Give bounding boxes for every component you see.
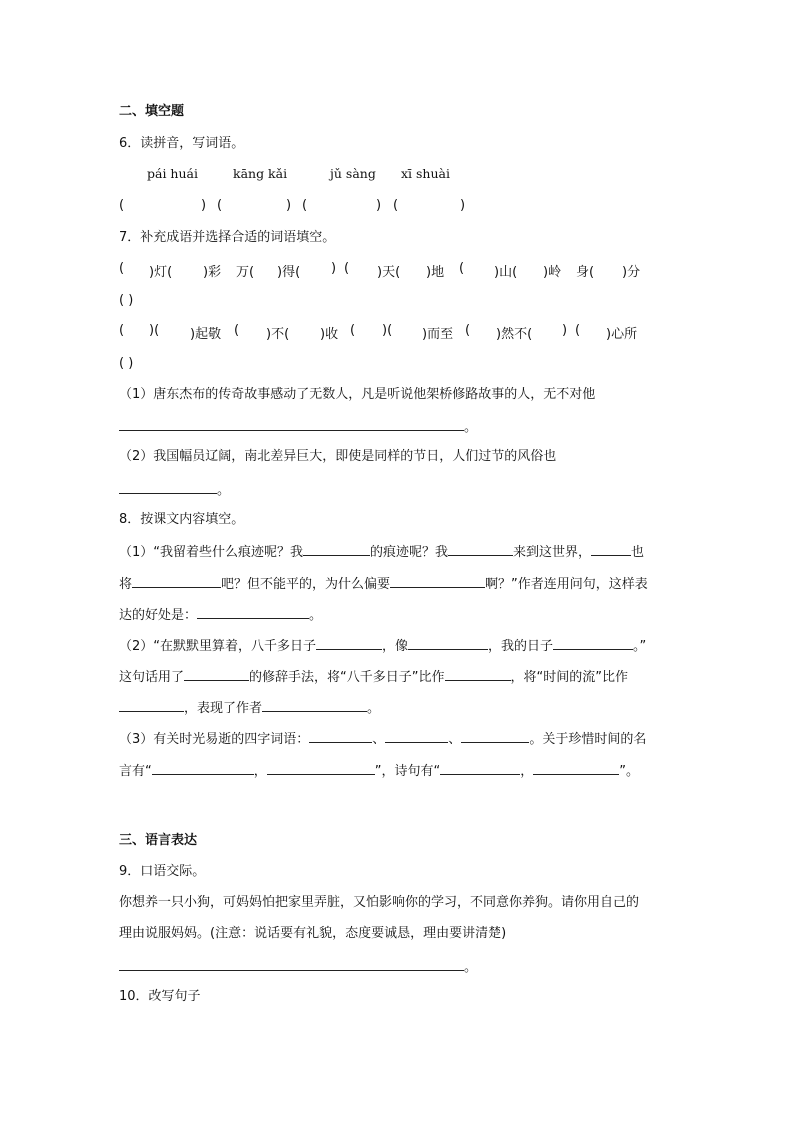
question-7-title: 7．补充成语并选择合适的词语填空。 xyxy=(119,230,336,245)
answer-paren-close-1: ) xyxy=(201,198,207,213)
q8-part1-line1: （1）“我留着些什么痕迹呢？我 的痕迹呢？我 来到这世界， 也 xyxy=(119,542,644,562)
answer-line[interactable] xyxy=(132,574,221,588)
idiom-blank: 身( xyxy=(576,265,595,280)
q8-part2-line1: （2）“在默默里算着，八千多日子 ，像 ，我的日子 。” xyxy=(119,636,646,656)
pinyin-1: pái huái xyxy=(147,166,198,181)
idiom-blank: )( xyxy=(149,323,160,338)
idiom-blank: ( ) xyxy=(119,293,134,308)
idiom-blank: )得( xyxy=(277,265,301,280)
period: 。 xyxy=(464,420,478,435)
idiom-blank: ( xyxy=(119,323,125,338)
q7-sentence-2: （2）我国幅员辽阔，南北差异巨大，即使是同样的节日，人们过节的风俗也 xyxy=(119,449,557,464)
q8-part3-line1: （3）有关时光易逝的四字词语： 、 、 。关于珍惜时间的名 xyxy=(119,729,646,749)
answer-line[interactable] xyxy=(119,480,217,494)
answer-line[interactable] xyxy=(461,729,529,743)
answer-line[interactable] xyxy=(152,761,254,775)
idiom-blank: )而至 xyxy=(422,327,454,342)
idiom-blank: )彩 xyxy=(203,265,222,280)
question-8-title: 8．按课文内容填空。 xyxy=(119,512,245,527)
q8-part2-line2: 这句话用了 的修辞手法，将“八千多日子”比作 ，将“时间的流”比作 xyxy=(119,667,628,687)
idiom-blank: ( xyxy=(465,323,471,338)
answer-line[interactable] xyxy=(119,957,464,971)
q9-prompt-line1: 你想养一只小狗，可妈妈怕把家里弄脏，又怕影响你的学习，不同意你养狗。请你用自己的 xyxy=(119,895,640,910)
question-10-title: 10．改写句子 xyxy=(119,989,201,1004)
pinyin-3: jǔ sàng xyxy=(330,166,376,181)
pinyin-2: kāng kǎi xyxy=(233,166,288,181)
idiom-blank: )心所 xyxy=(606,327,638,342)
q8-part1-line2: 将 吧？但不能平的，为什么偏要 啊？”作者连用问句，这样表 xyxy=(119,574,648,594)
idiom-blank: ( xyxy=(350,323,356,338)
period: 。 xyxy=(464,960,478,975)
idiom-blank: ( xyxy=(575,323,581,338)
answer-line[interactable] xyxy=(119,417,464,431)
answer-paren-open-1: ( xyxy=(119,198,125,213)
idiom-blank: )( xyxy=(382,323,393,338)
question-9-title: 9．口语交际。 xyxy=(119,864,206,879)
idiom-blank: ( xyxy=(119,261,125,276)
answer-line[interactable] xyxy=(385,729,448,743)
answer-line[interactable] xyxy=(316,636,382,650)
answer-line[interactable] xyxy=(440,761,520,775)
idiom-blank: )山( xyxy=(494,265,518,280)
answer-paren-close-3: ) xyxy=(376,198,382,213)
idiom-blank: ) xyxy=(562,323,568,338)
section-title-fill-in: 二、填空题 xyxy=(119,104,185,119)
answer-line[interactable] xyxy=(309,729,372,743)
answer-paren-open-3: ( xyxy=(302,198,308,213)
idiom-blank: )天( xyxy=(377,265,401,280)
idiom-blank: ( xyxy=(459,261,465,276)
idiom-blank: ( xyxy=(344,261,350,276)
idiom-blank: )不( xyxy=(266,327,290,342)
q8-part3-line2: 言有“ ， ”，诗句有“ ， ”。 xyxy=(119,761,639,781)
answer-line[interactable] xyxy=(303,542,370,556)
idiom-blank: ) xyxy=(331,261,337,276)
q7-sentence-1: （1）唐东杰布的传奇故事感动了无数人，凡是听说他架桥修路故事的人，无不对他 xyxy=(119,387,596,402)
idiom-blank: )岭 xyxy=(543,265,562,280)
answer-line[interactable] xyxy=(445,667,511,681)
idiom-blank: ( xyxy=(234,323,240,338)
answer-line[interactable] xyxy=(197,605,309,619)
idiom-blank: ( ) xyxy=(119,356,134,371)
idiom-blank: )分 xyxy=(622,265,641,280)
answer-line[interactable] xyxy=(553,636,633,650)
period: 。 xyxy=(217,483,231,498)
answer-line[interactable] xyxy=(533,761,619,775)
pinyin-4: xī shuài xyxy=(401,166,450,181)
idiom-blank: )然不( xyxy=(496,327,533,342)
answer-paren-close-4: ) xyxy=(460,198,466,213)
idiom-blank: )灯( xyxy=(149,265,173,280)
answer-line[interactable] xyxy=(267,761,375,775)
idiom-blank: )收 xyxy=(320,327,339,342)
q8-part2-line3: ，表现了作者 。 xyxy=(119,698,380,718)
idiom-blank: 万( xyxy=(236,265,255,280)
q9-prompt-line2: 理由说服妈妈。(注意：说话要有礼貌，态度要诚恳，理由要讲清楚) xyxy=(119,926,507,941)
idiom-blank: )起敬 xyxy=(190,327,222,342)
answer-line[interactable] xyxy=(408,636,488,650)
section-title-language-expression: 三、语言表达 xyxy=(119,833,198,848)
answer-line[interactable] xyxy=(119,698,184,712)
question-6-title: 6．读拼音，写词语。 xyxy=(119,136,245,151)
answer-line[interactable] xyxy=(591,542,631,556)
answer-paren-open-2: ( xyxy=(217,198,223,213)
answer-line[interactable] xyxy=(184,667,249,681)
answer-paren-open-4: ( xyxy=(393,198,399,213)
idiom-blank: )地 xyxy=(426,265,445,280)
answer-paren-close-2: ) xyxy=(286,198,292,213)
answer-line[interactable] xyxy=(448,542,513,556)
q8-part1-line3: 达的好处是： 。 xyxy=(119,605,322,625)
answer-line[interactable] xyxy=(262,698,367,712)
answer-line[interactable] xyxy=(390,574,485,588)
